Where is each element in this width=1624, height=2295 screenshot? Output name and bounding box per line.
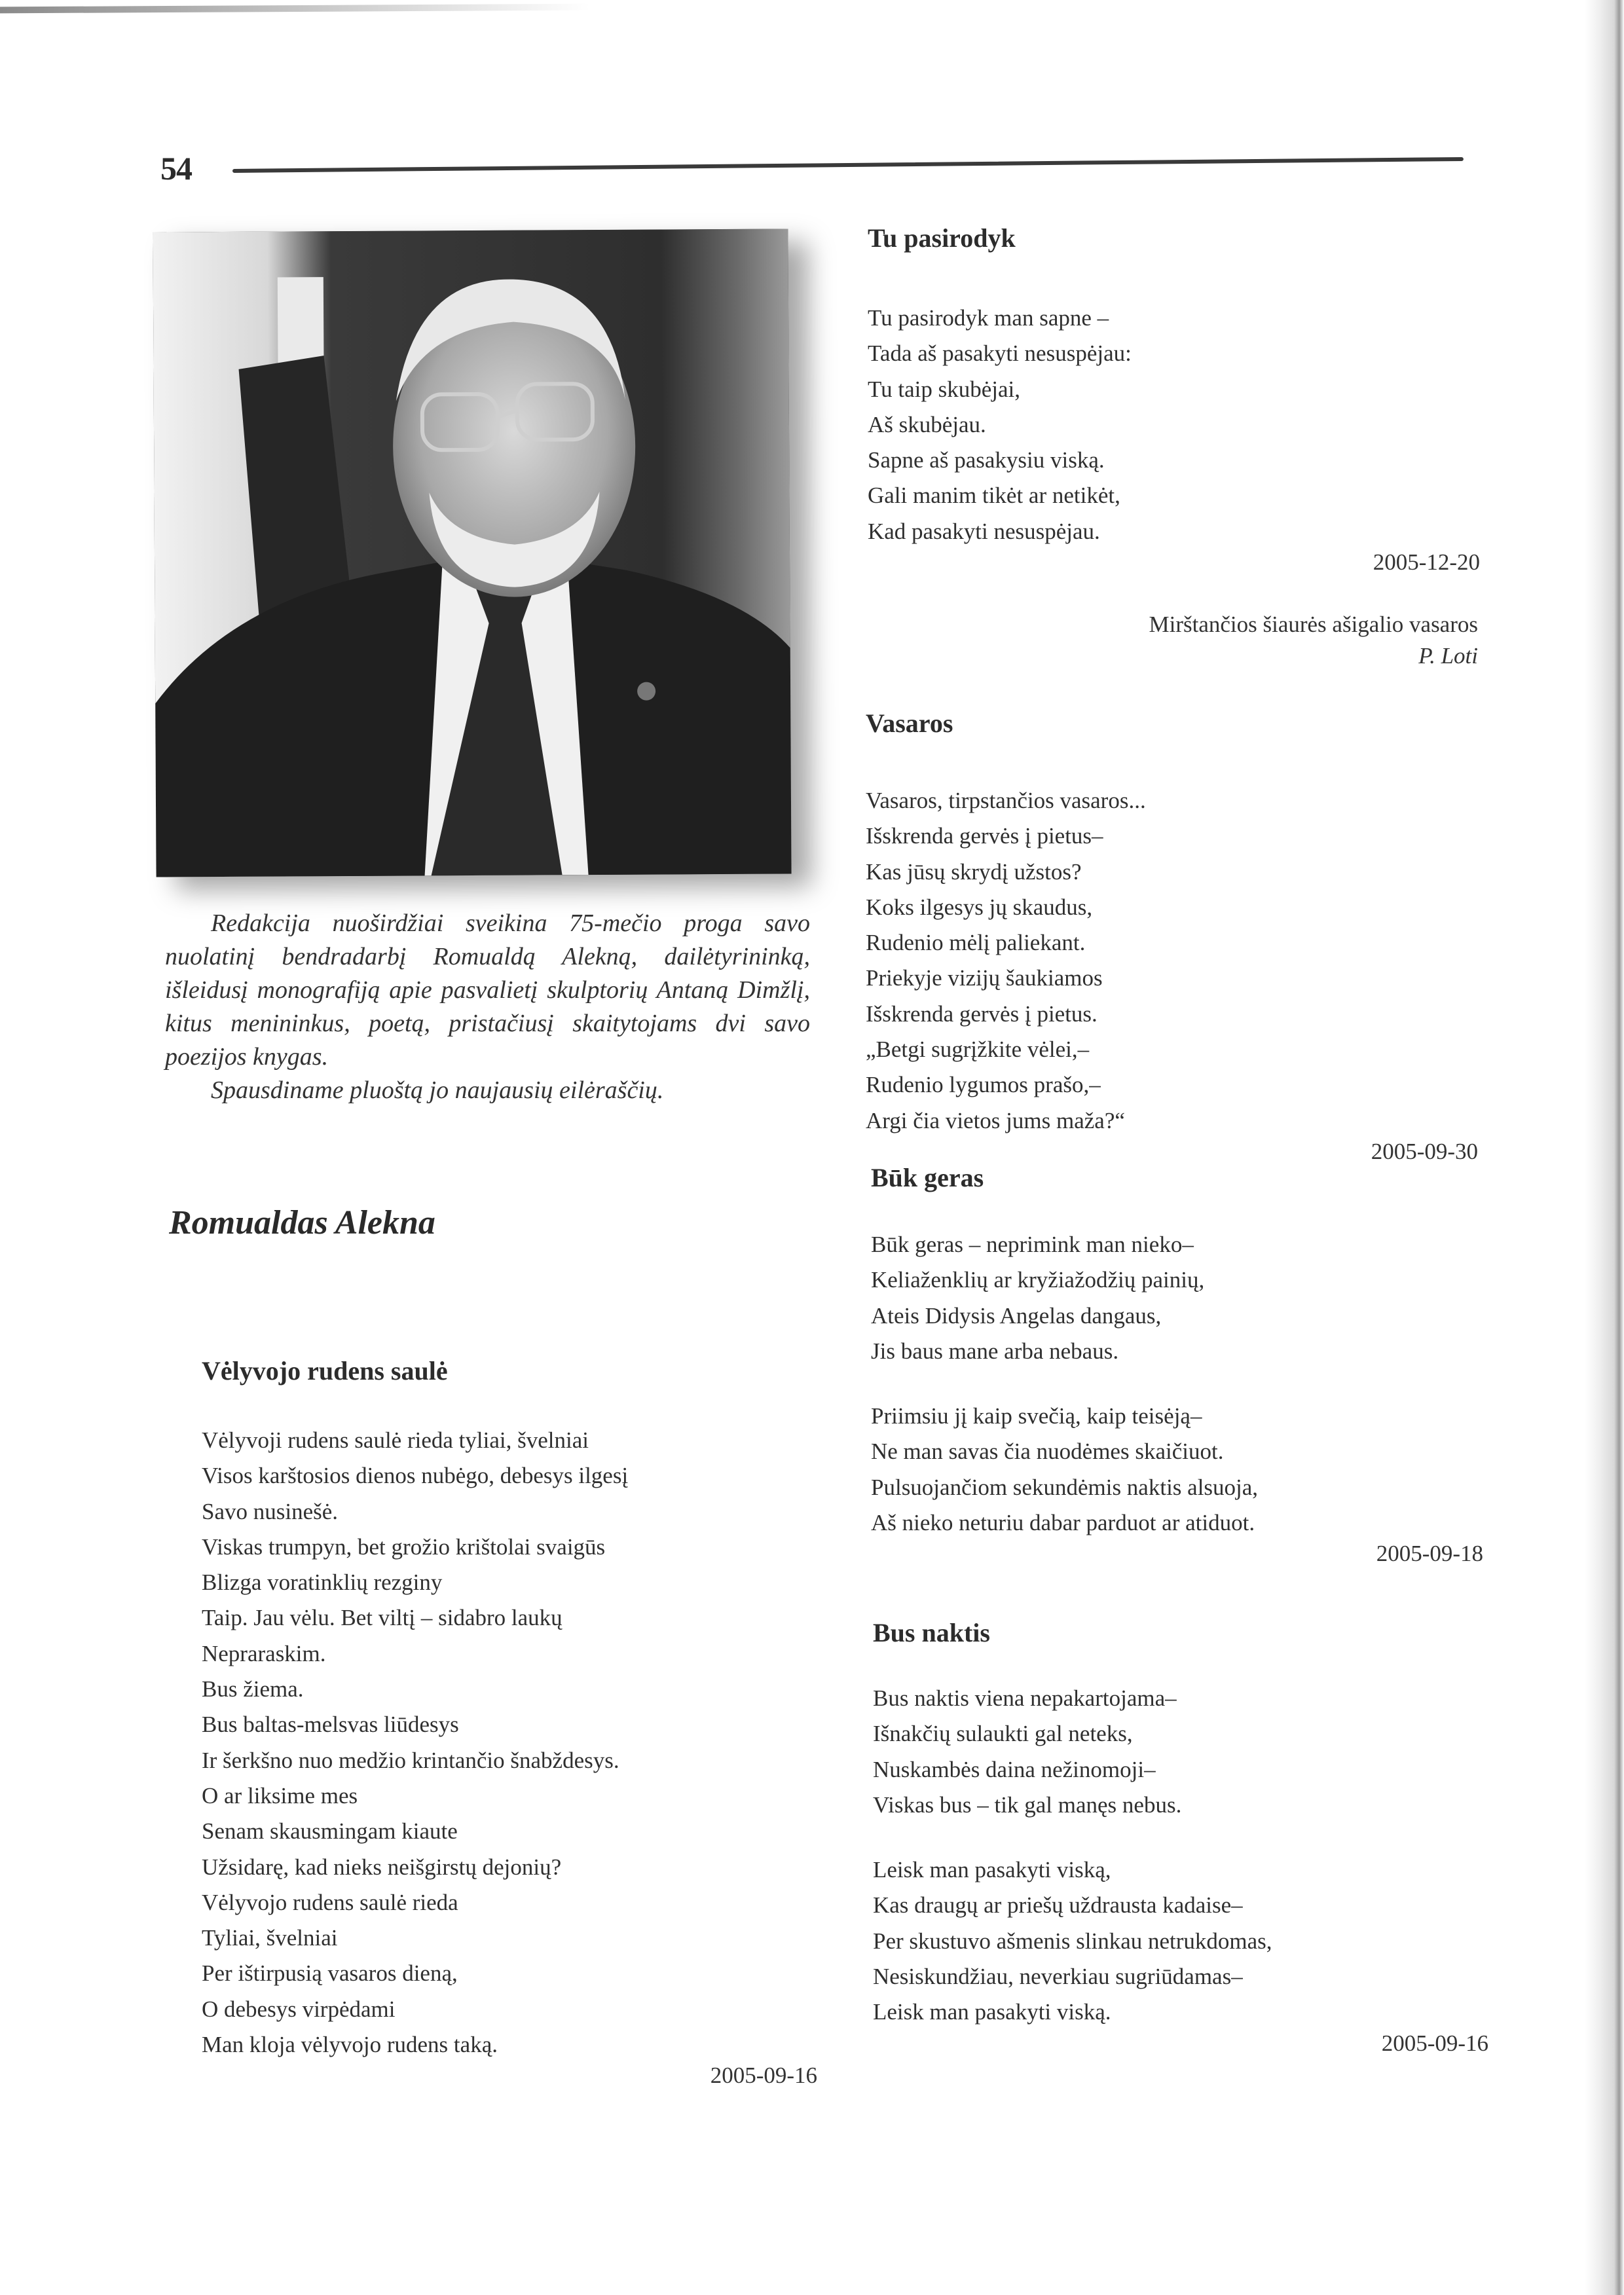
poem-line: O debesys virpėdami: [202, 1996, 396, 2022]
poem-line: Per skustuvo ašmenis slinkau netrukdomas,: [873, 1928, 1272, 1954]
poem-line: O ar liksime mes: [202, 1782, 358, 1808]
poem-tu-pasirodyk: [868, 223, 1480, 576]
poem-body: [202, 1423, 817, 2063]
poem-line: Leisk man pasakyti viską,: [873, 1857, 1111, 1883]
portrait-illustration: [153, 229, 791, 877]
poem-bus-naktis: [873, 1617, 1488, 2057]
poem-line: Ateis Didysis Angelas dangaus,: [871, 1302, 1162, 1329]
epigraph-author: P. Loti: [1418, 643, 1478, 669]
poem-line: Savo nusinešė.: [202, 1498, 339, 1524]
page-number: 54: [160, 150, 192, 187]
poem-line: Ir šerkšno nuo medžio krintančio šnabždesys.: [202, 1747, 619, 1773]
poem-line: Tu taip skubėjai,: [868, 376, 1021, 402]
poem-line: Bus baltas-melsvas liūdesys: [202, 1712, 459, 1738]
poem-line: Kas jūsų skrydį užstos?: [866, 858, 1082, 885]
poem-line: Tu pasirodyk man sapne –: [868, 305, 1109, 331]
poem-body: [871, 1227, 1483, 1541]
lapel-pin: [637, 682, 655, 701]
poem-vasaros: [866, 609, 1478, 1165]
poem-line: Kas draugų ar priešų uždrausta kadaise–: [873, 1892, 1243, 1919]
poem-line: Išskrenda gervės į pietus–: [866, 823, 1103, 849]
poem-line: Blizga voratinklių rezginy: [202, 1570, 443, 1596]
scan-page-edge: [1585, 0, 1624, 2295]
poem-line: Argi čia vietos jums maža?“: [866, 1107, 1125, 1133]
epigraph-text: Mirštančios šiaurės ašigalio vasaros: [1149, 612, 1478, 637]
poem-line: Užsidarę, kad nieks neišgirstų dejonių?: [202, 1854, 562, 1880]
stanza-break: [871, 1369, 1483, 1399]
poem-title: Tu pasirodyk: [868, 223, 1016, 253]
poem-line: Pulsuojančiom sekundėmis naktis alsuoja,: [871, 1474, 1259, 1500]
poem-line: Tada aš pasakyti nesuspėjau:: [868, 340, 1132, 367]
scan-shadow-top: [0, 4, 589, 14]
poem-body: [866, 783, 1478, 1139]
poem-title: Būk geras: [871, 1163, 984, 1192]
poem-line: Ne man savas čia nuodėmes skaičiuot.: [871, 1439, 1224, 1465]
poem-line: Senam skausmingam kiaute: [202, 1818, 458, 1845]
intro-paragraph: Redakcija nuoširdžiai sveikina 75-mečio proga savo nuolatinį bendradarbį Romualdą Alekną, dailėtyrininką, išleidusį monografiją apie pasvalietį skulptorių Antaną Dimžlį, kitus menininkus, poetą, pristačiusį skaitytojams dvi savo poezijos knygas.: [165, 909, 810, 1071]
poem-line: Nuskambės daina nežinomoji–: [873, 1756, 1156, 1782]
header-rule: [232, 157, 1464, 173]
epigraph: [866, 609, 1478, 672]
poem-line: Leisk man pasakyti viską.: [873, 1999, 1111, 2025]
poem-line: Visos karštosios dienos nubėgo, debesys ilgesį: [202, 1463, 629, 1489]
poem-line: Aš nieko neturiu dabar parduot ar atiduot.: [871, 1510, 1255, 1536]
poem-line: Nesiskundžiau, neverkiau sugriūdamas–: [873, 1964, 1243, 1990]
poem-line: Aš skubėjau.: [868, 411, 986, 437]
poem-line: Kad pasakyti nesuspėjau.: [868, 518, 1100, 544]
poem-line: Sapne aš pasakysiu viską.: [868, 447, 1105, 473]
poem-body: [868, 301, 1480, 549]
poem-date: 2005-12-20: [1373, 549, 1480, 576]
poem-line: Priekyje vizijų šaukiamos: [866, 965, 1103, 991]
poem-line: Išnakčių sulaukti gal neteks,: [873, 1721, 1133, 1747]
poem-date: 2005-09-18: [1376, 1541, 1483, 1567]
poem-line: Bus žiema.: [202, 1676, 304, 1702]
poem-title: Vėlyvojo rudens saulė: [202, 1356, 448, 1386]
poem-line: Jis baus mane arba nebaus.: [871, 1338, 1119, 1364]
poem-line: Keliaženklių ar kryžiažodžių painių,: [871, 1267, 1205, 1293]
poem-line: Man kloja vėlyvojo rudens taką.: [202, 2032, 498, 2058]
poem-line: Vėlyvojo rudens saulė rieda: [202, 1889, 458, 1915]
poem-line: Viskas trumpyn, bet grožio krištolai svaigūs: [202, 1533, 606, 1560]
poem-line: Viskas bus – tik gal manęs nebus.: [873, 1791, 1182, 1818]
editorial-intro: [165, 907, 810, 1107]
poem-line: Vasaros, tirpstančios vasaros...: [866, 788, 1146, 813]
poem-buk-geras: [871, 1162, 1483, 1567]
poem-line: Gali manim tikėt ar netikėt,: [868, 483, 1120, 509]
poem-line: Rudenio mėlį paliekant.: [866, 930, 1086, 956]
poem-title: Vasaros: [866, 708, 953, 738]
poem-line: Rudenio lygumos prašo,–: [866, 1072, 1101, 1098]
poem-line: Per ištirpusią vasaros dieną,: [202, 1960, 458, 1987]
poem-body: [873, 1681, 1488, 2030]
poem-line: Tyliai, švelniai: [202, 1925, 338, 1951]
poem-line: Koks ilgesys jų skaudus,: [866, 894, 1093, 920]
poem-line: Priimsiu jį kaip svečią, kaip teisėją–: [871, 1403, 1202, 1429]
poem-line: Taip. Jau vėlu. Bet viltį – sidabro laukų: [202, 1605, 563, 1631]
poem-date: 2005-09-16: [1381, 2030, 1488, 2056]
poem-velyvojo-rudens-saule: [202, 1355, 817, 2089]
poem-title: Bus naktis: [873, 1618, 990, 1647]
poem-line: Išskrenda gervės į pietus.: [866, 1001, 1098, 1027]
poem-date: 2005-09-16: [710, 2063, 817, 2089]
poem-date: 2005-09-30: [1371, 1138, 1478, 1164]
intro-paragraph: Spausdiname pluoštą jo naujausių eilėraščių.: [211, 1076, 664, 1104]
stanza-break: [873, 1823, 1488, 1852]
poem-line: Bus naktis viena nepakartojama–: [873, 1685, 1177, 1711]
author-portrait-photo: [153, 229, 791, 877]
poem-line: Būk geras – neprimink man nieko–: [871, 1232, 1194, 1257]
author-name: Romualdas Alekna: [169, 1204, 435, 1241]
poem-line: „Betgi sugrįžkite vėlei,–: [866, 1037, 1090, 1063]
poem-line: Vėlyvoji rudens saulė rieda tyliai, švelniai: [202, 1427, 589, 1453]
poem-line: Nepraraskim.: [202, 1640, 326, 1666]
